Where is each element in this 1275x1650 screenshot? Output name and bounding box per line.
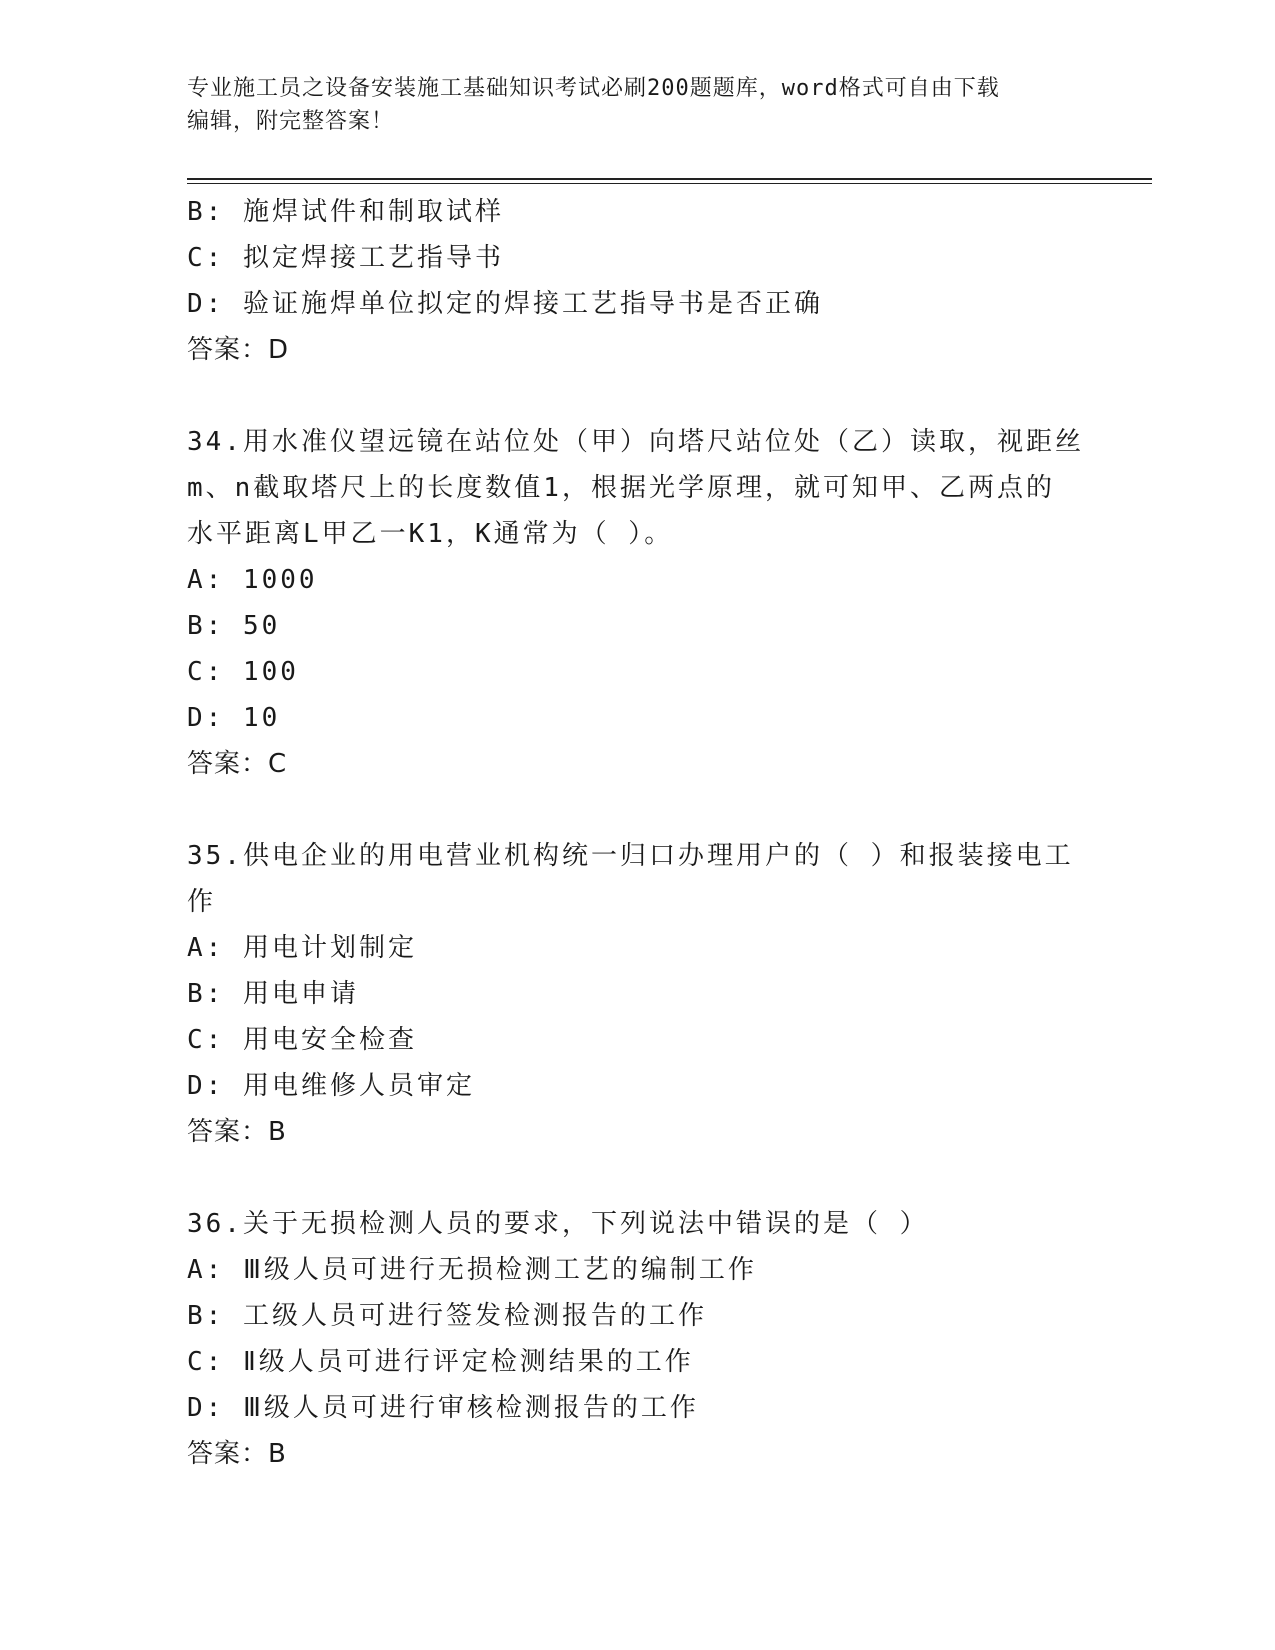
document-header [187,72,1087,138]
option-c: C: Ⅱ级人员可进行评定检测结果的工作 [187,1347,694,1377]
header-rule-thin [187,183,1152,184]
option-b: B: 工级人员可进行签发检测报告的工作 [187,1301,707,1331]
spacer [187,787,1087,833]
spacer [187,373,1087,419]
question-34 [187,419,1087,787]
header-rule-thick [187,178,1152,180]
option-d: D: 10 [187,703,281,733]
header-line-1: 专业施工员之设备安装施工基础知识考试必刷200题题库，word格式可自由下载 [187,76,1000,101]
answer-label: 答案：B [187,1117,287,1147]
answer-label: 答案：C [187,749,288,779]
question-text-line: 35.供电企业的用电营业机构统一归口办理用户的（ ）和报装接电工 [187,841,1074,871]
question-text-line: 34.用水准仪望远镜在站位处（甲）向塔尺站位处（乙）读取，视距丝 [187,427,1084,457]
question-content [187,189,1087,1477]
continued-question [187,189,1087,373]
question-text-line: m、n截取塔尺上的长度数值1，根据光学原理，就可知甲、乙两点的 [187,473,1055,503]
question-35 [187,833,1087,1155]
question-text-line: 作 [187,887,217,917]
option-c: C: 拟定焊接工艺指导书 [187,243,504,273]
option-d: D: 用电维修人员审定 [187,1071,475,1101]
option-a: A: Ⅲ级人员可进行无损检测工艺的编制工作 [187,1255,757,1285]
option-b: B: 用电申请 [187,979,359,1009]
question-text-line: 水平距离L甲乙一K1，K通常为（ ）。 [187,519,674,549]
answer-label: 答案：D [187,335,290,365]
option-a: A: 用电计划制定 [187,933,417,963]
question-36 [187,1201,1087,1477]
option-d: D: Ⅲ级人员可进行审核检测报告的工作 [187,1393,699,1423]
header-line-2: 编辑，附完整答案！ [187,109,395,134]
option-d: D: 验证施焊单位拟定的焊接工艺指导书是否正确 [187,289,823,319]
option-b: B: 施焊试件和制取试样 [187,197,504,227]
option-c: C: 用电安全检查 [187,1025,417,1055]
option-a: A: 1000 [187,565,318,595]
spacer [187,1155,1087,1201]
option-b: B: 50 [187,611,281,641]
option-c: C: 100 [187,657,299,687]
question-text-line: 36.关于无损检测人员的要求，下列说法中错误的是（ ） [187,1209,929,1239]
answer-label: 答案：B [187,1439,287,1469]
